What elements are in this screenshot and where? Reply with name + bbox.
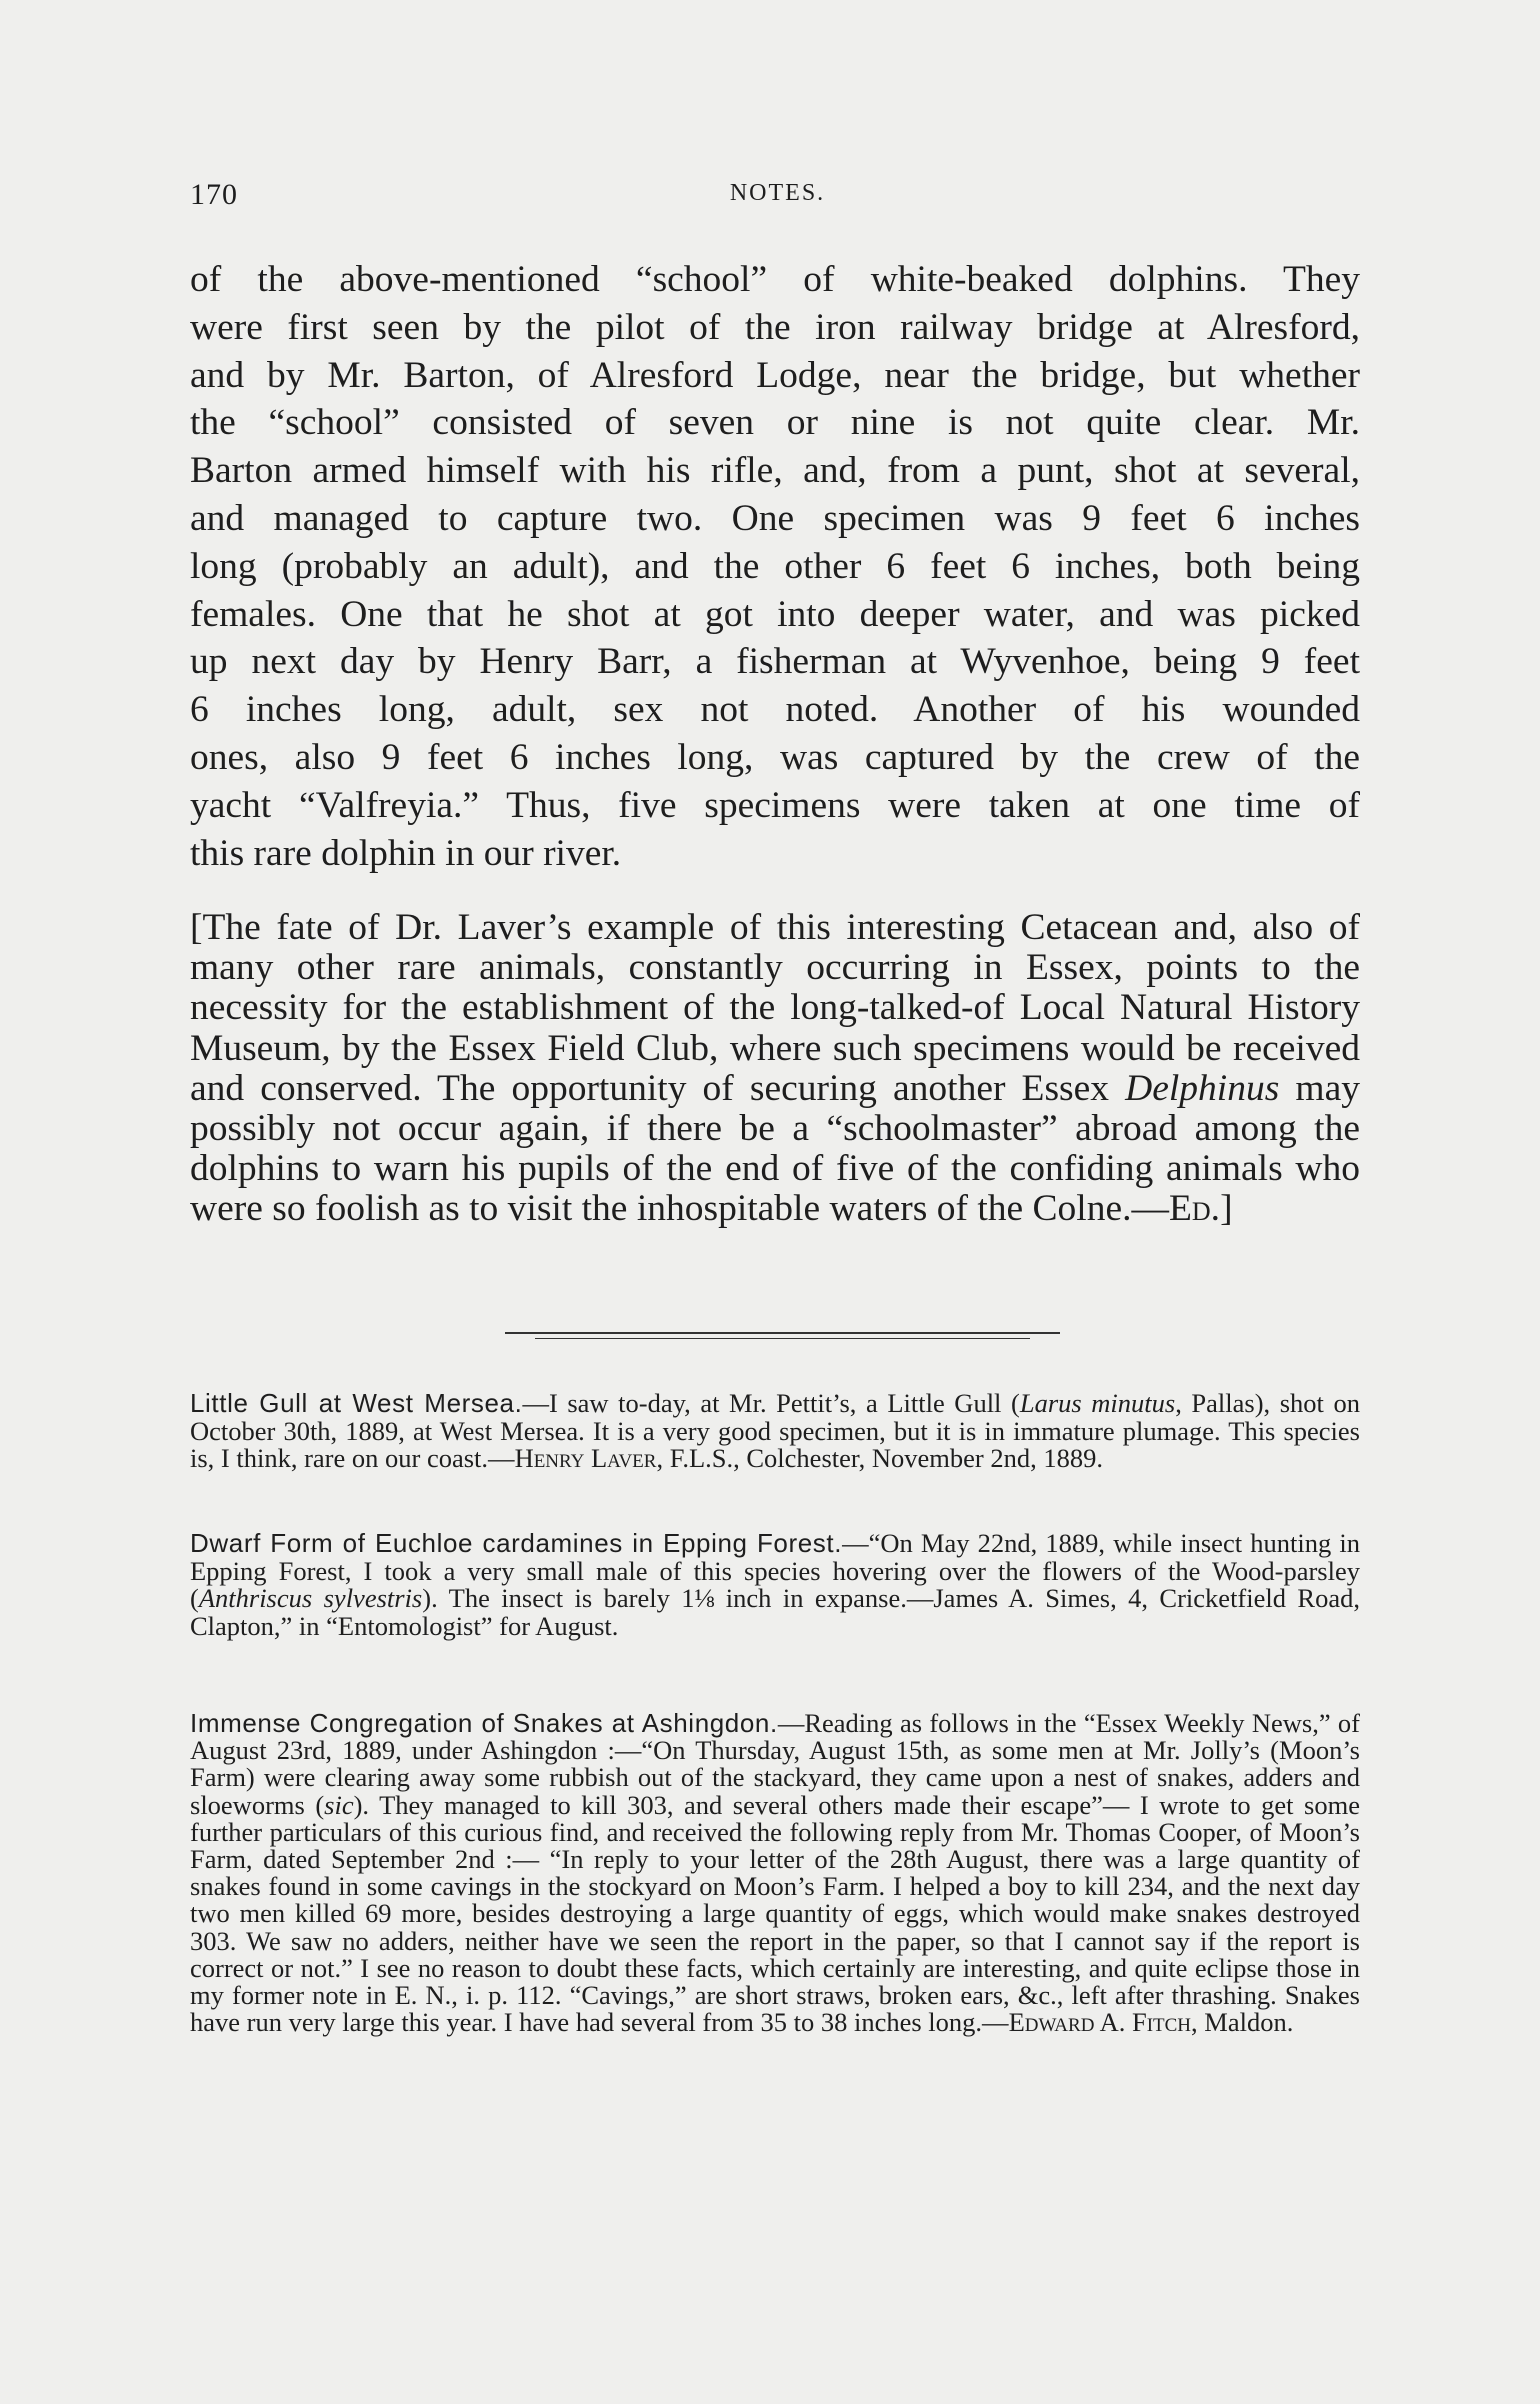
- running-title: NOTES.: [729, 180, 826, 206]
- note-body: ). They managed to kill 303, and several others made their escape”— I wrote to get some further particulars of this curious find, and received the following reply from Mr. Thomas Cooper, of Moon’s Farm, dated September 2nd :— “In reply to your letter of the 28th August, there was a large quantity of snakes found in some cavings in the stockyard on Moon’s Farm. I helped a boy to kill 234, and the next day two men killed 69 more, besides destroying a large quantity of eggs, which would make snakes destroyed 303. We saw no adders, neither have we seen the report in the paper, so that I cannot say if the report is correct or not.” I see no reason to doubt these facts, which certainly are interesting, and quite eclipse those in my former note in E. N., i. p. 112. “Cavings,” are short straws, broken ears, &c., left after thrashing. Snakes have run very large this year. I have had several from 35 to 38 inches long.—: [190, 1789, 1360, 2038]
- continuation-paragraph: [190, 256, 1360, 877]
- note-author: Henry Laver: [514, 1443, 657, 1474]
- note-body: ). The insect is barely 1⅛ inch in expanse.—James A. Simes, 4, Cricketfield Road, Clapton,” in “Entomologist” for August.: [190, 1583, 1360, 1641]
- note-text: [190, 1530, 1360, 1640]
- text-line: 6 inches long, adult, sex not noted. Another of his wounded: [190, 689, 1360, 731]
- text-line: up next day by Henry Barr, a fisherman at Wyvenhoe, being 9 feet: [190, 641, 1360, 683]
- editor-note-paragraph: [190, 908, 1360, 1230]
- note-text: [190, 1390, 1360, 1473]
- note-snakes-ashingdon: [190, 1710, 1360, 2036]
- note-body: —“On May 22nd, 1889, while insect hunting in Epping Forest, I took a very small male of this species hovering over the flowers of the Wood-parsley (: [190, 1528, 1360, 1614]
- note-body: , Pallas), shot on October 30th, 1889, at West Mersea. It is a very good specimen, but it is in immature plumage. This species is, I think, rare on our coast.—: [190, 1388, 1360, 1474]
- editor-note-part: may possibly not occur again, if there be a “schoolmaster” abroad among the dolphins to warn his pupils of the end of five of the confiding animals who were so foolish as to visit the inhospitable waters of the Colne.—: [190, 1067, 1360, 1230]
- text-line: and managed to capture two. One specimen was 9 feet 6 inches: [190, 497, 1360, 539]
- note-text: [190, 1710, 1360, 2036]
- note-heading: Immense Congregation of Snakes at Ashingdon.: [190, 1708, 778, 1738]
- divider-line: [535, 1338, 1030, 1339]
- editor-signature: Ed.: [1169, 1188, 1221, 1230]
- text-line: ones, also 9 feet 6 inches long, was captured by the crew of the: [190, 736, 1360, 778]
- note-author: Edward A. Fitch: [1008, 2007, 1192, 2038]
- note-dwarf-euchloe: [190, 1530, 1360, 1640]
- genus-name: Delphinus: [1125, 1067, 1280, 1109]
- text-line: this rare dolphin in our river.: [190, 832, 622, 874]
- text-line: yacht “Valfreyia.” Thus, five specimens were taken at one time of: [190, 784, 1360, 826]
- editor-note-text: [190, 908, 1360, 1230]
- note-body: , F.L.S., Colchester, November 2nd, 1889.: [656, 1443, 1103, 1474]
- species-name: Anthriscus sylvestris: [198, 1583, 423, 1614]
- text-line: females. One that he shot at got into deeper water, and was picked: [190, 593, 1360, 635]
- note-little-gull: [190, 1390, 1360, 1473]
- note-body: —Reading as follows in the “Essex Weekly News,” of August 23rd, 1889, under Ashingdon :—“On Thursday, August 15th, as some men at Mr. Jolly’s (Moon’s Farm) were clearing away some rubbish out of the stackyard, they came upon a nest of snakes, adders and sloeworms (: [190, 1708, 1360, 1820]
- species-name: Larus minutus: [1019, 1388, 1176, 1418]
- note-heading: Little Gull at West Mersea.: [190, 1388, 523, 1418]
- text-line: and by Mr. Barton, of Alresford Lodge, near the bridge, but whether: [190, 354, 1360, 396]
- text-line: of the above-mentioned “school” of white-beaked dolphins. They: [190, 259, 1360, 300]
- text-line: long (probably an adult), and the other 6 feet 6 inches, both being: [190, 545, 1360, 587]
- divider-line: [505, 1332, 1060, 1334]
- editor-note-part: [The fate of Dr. Laver’s example of this interesting Cetacean and, also of many other rare animals, constantly occurring in Essex, points to the necessity for the establishment of the long-talked-of Local Natural History Museum, by the Essex Field Club, where such specimens would be received and conserved. The opportunity of securing another Essex: [190, 907, 1360, 1109]
- note-body: —I saw to-day, at Mr. Pettit’s, a Little Gull (: [522, 1388, 1020, 1418]
- note-heading: Dwarf Form of Euchloe cardamines in Epping Forest.: [190, 1528, 843, 1558]
- sic-marker: sic: [324, 1789, 354, 1820]
- text-line: Barton armed himself with his rifle, and, from a punt, shot at several,: [190, 450, 1360, 492]
- page-number: 170: [190, 178, 238, 211]
- running-head: [190, 178, 1365, 218]
- closing-bracket: ]: [1220, 1188, 1233, 1230]
- section-divider: [505, 1330, 1060, 1344]
- note-body: , Maldon.: [1191, 2007, 1294, 2038]
- text-line: the “school” consisted of seven or nine is not quite clear. Mr.: [190, 402, 1360, 444]
- text-line: were first seen by the pilot of the iron railway bridge at Alresford,: [190, 306, 1360, 348]
